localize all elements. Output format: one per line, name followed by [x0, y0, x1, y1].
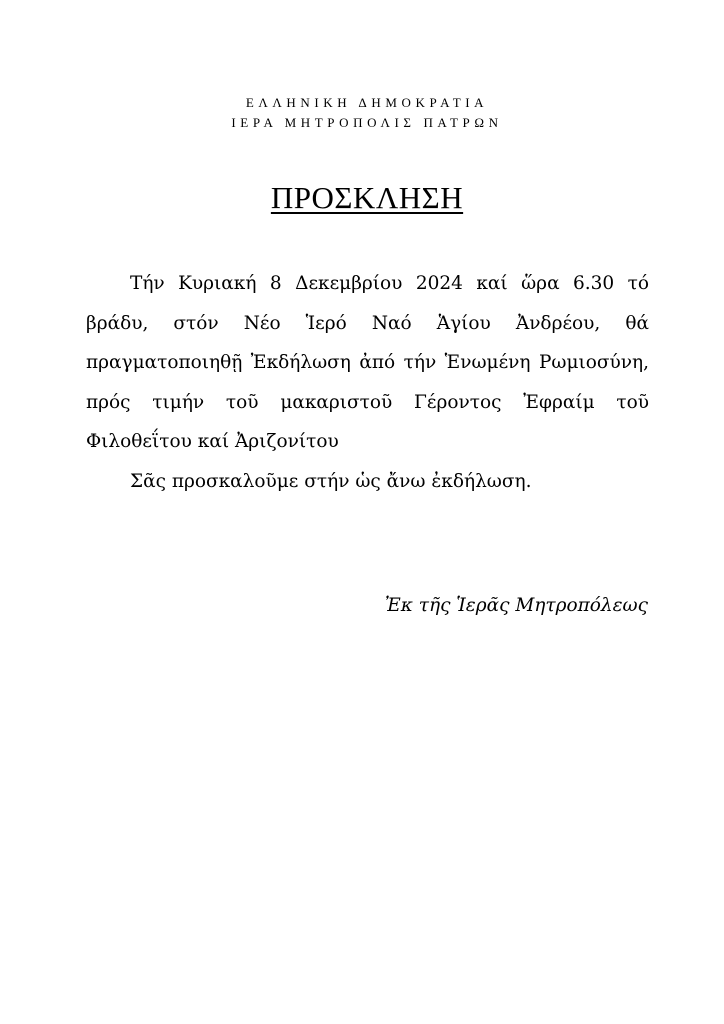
document-title [0, 178, 724, 218]
letterhead [0, 93, 724, 133]
letterhead-metropolis: ΙΕΡΑ ΜΗΤΡΟΠΟΛΙΣ ΠΑΤΡΩΝ [231, 115, 503, 130]
signature: Ἐκ τῆς Ἱερᾶς Μητροπόλεως [384, 595, 648, 616]
invitation-paragraph-details: Τήν Κυριακή 8 Δεκεμβρίου 2024 καί ὥρα 6.30 τό βράδυ, στόν Νέο Ἱερό Ναό Ἁγίου Ἀνδρέου, θά πραγματοποιηθῇ Ἐκδήλωση ἀπό τήν Ἑνωμένη Ρωμιοσύνη, πρός τιμήν τοῦ μακαριστοῦ Γέροντος Ἐφραίμ τοῦ Φιλοθεΐτου καί Ἀριζονίτου [86, 273, 649, 452]
document-title-text: ΠΡΟΣΚΛΗΣΗ [270, 180, 464, 215]
invitation-paragraph-closing: Σᾶς προσκαλοῦμε στήν ὡς ἄνω ἐκδήλωση. [130, 470, 532, 492]
invitation-body [86, 264, 649, 501]
letterhead-country: ΕΛΛΗΝΙΚΗ ΔΗΜΟΚΡΑΤΙΑ [245, 95, 489, 110]
